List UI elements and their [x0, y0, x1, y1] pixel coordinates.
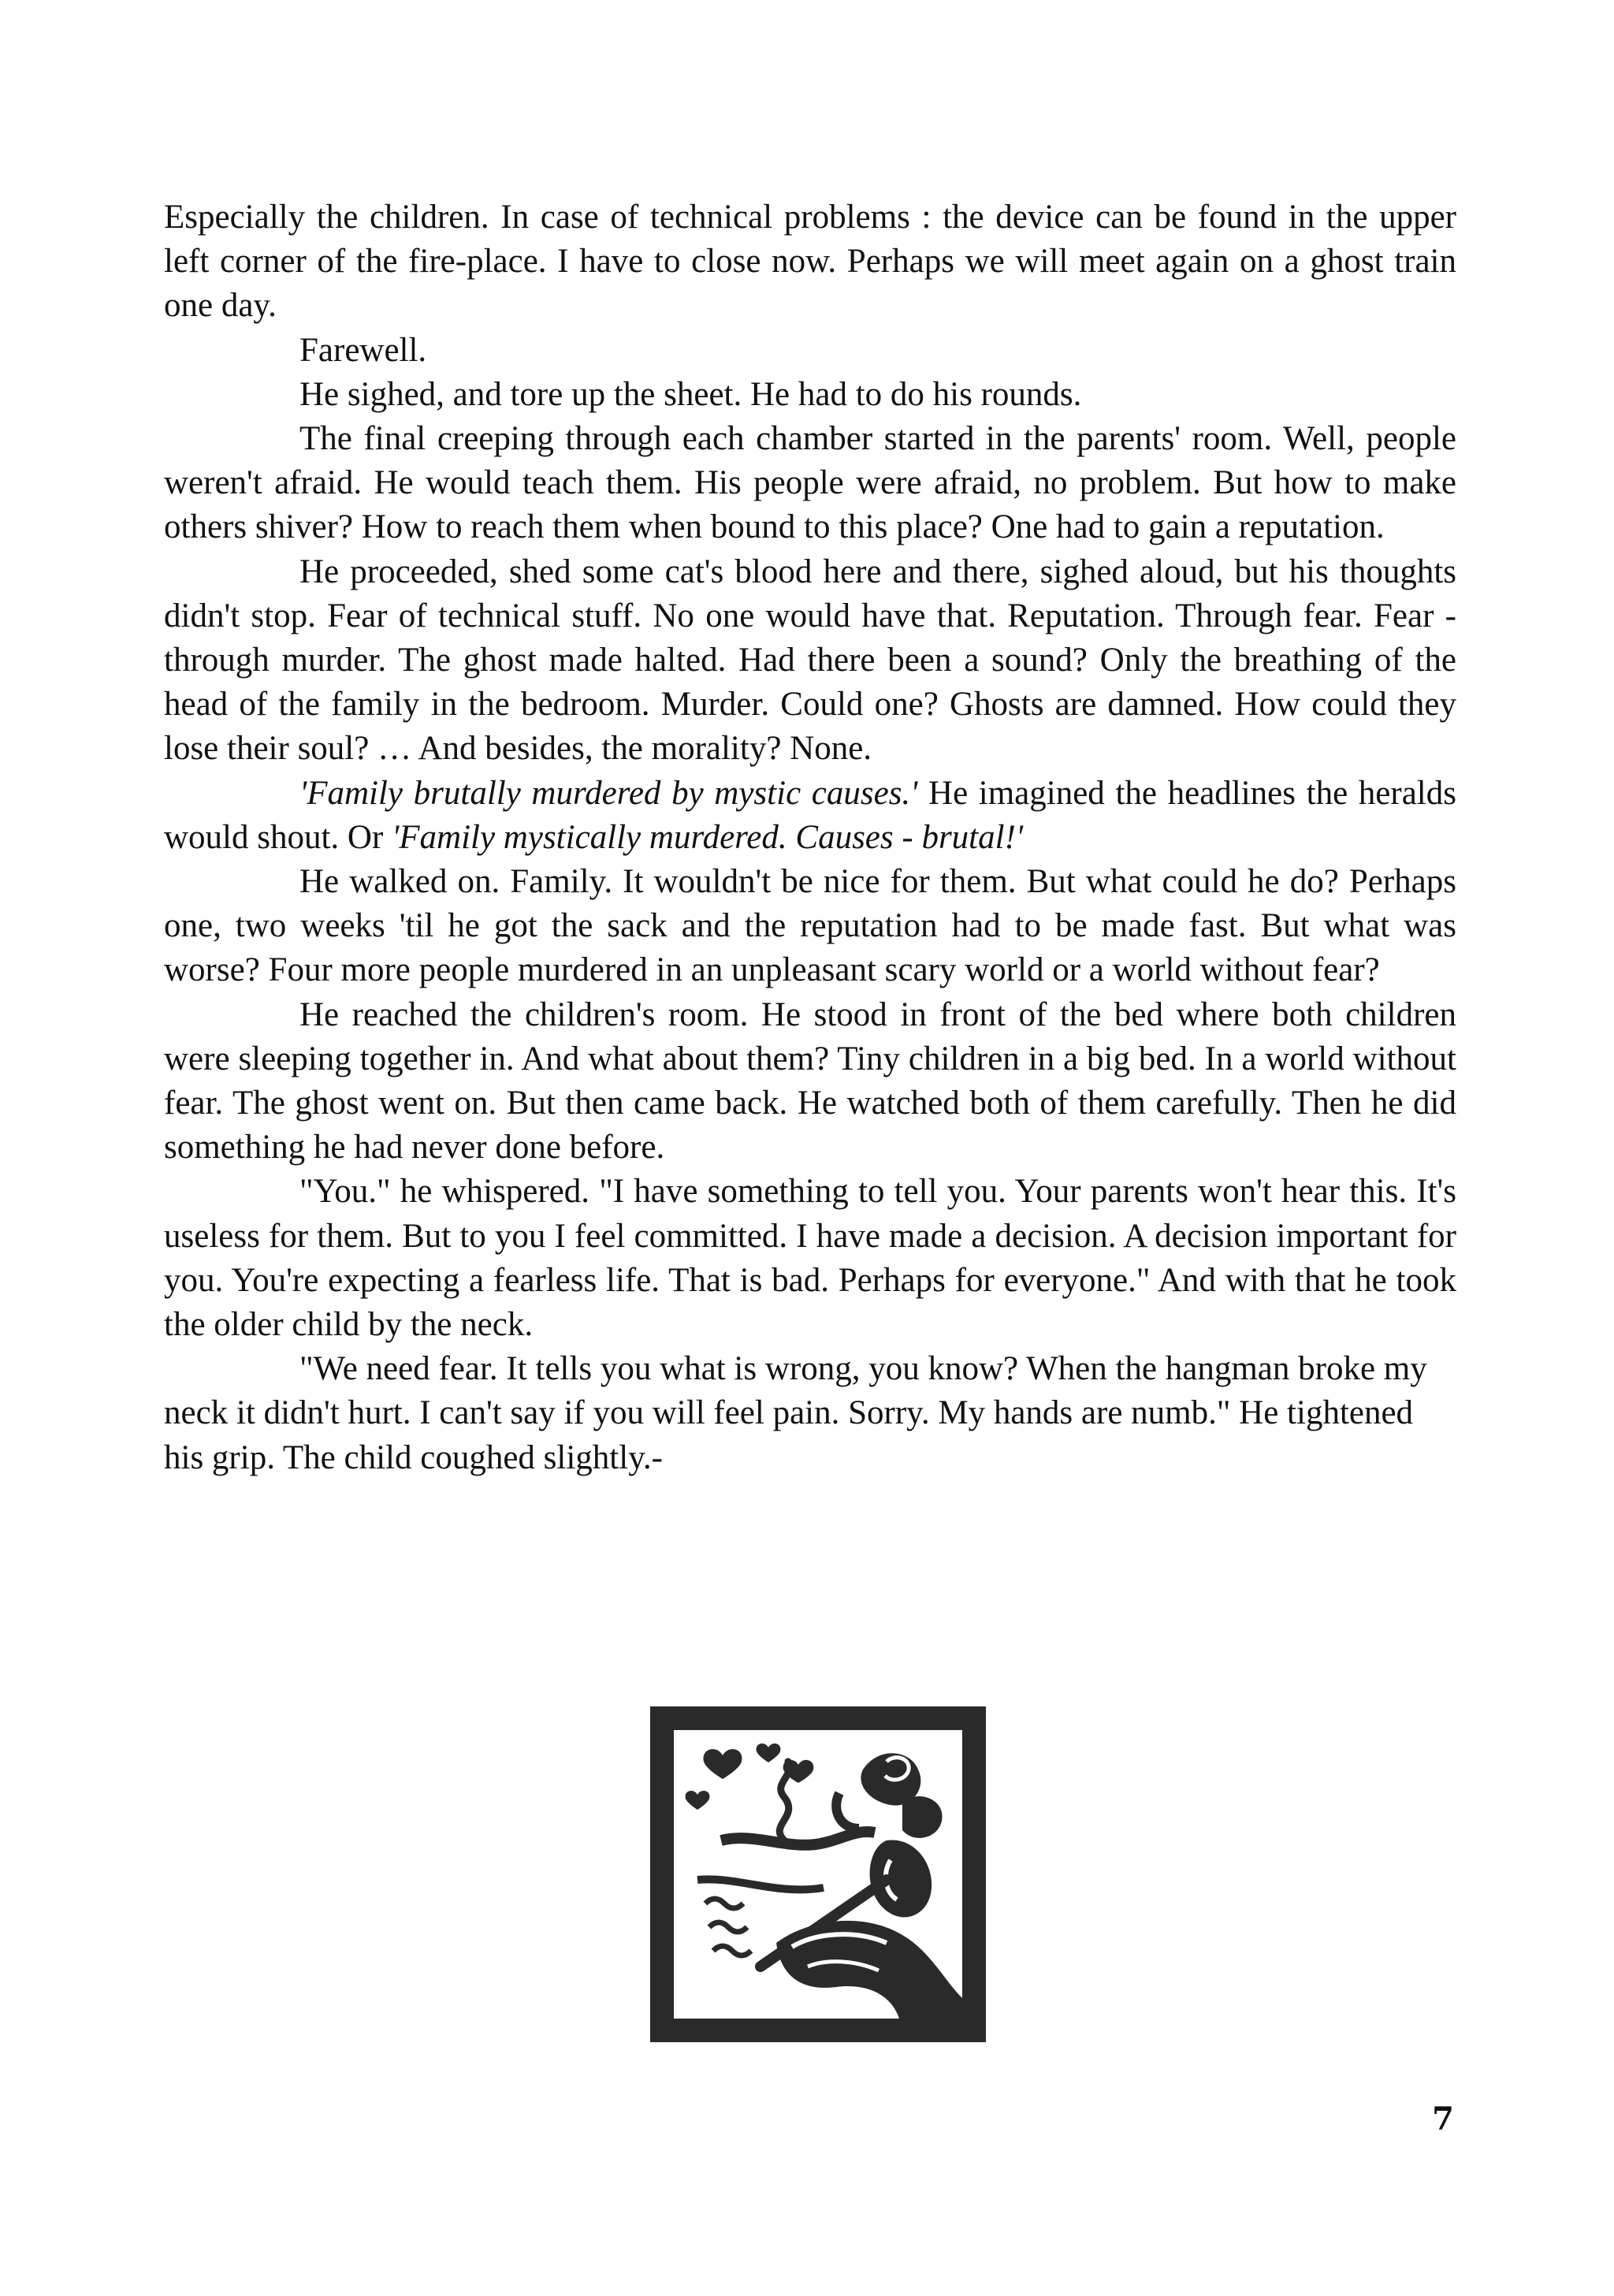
paragraph-4: The final creeping through each chamber started in the parents' room. Well, people weren't afraid. He would teach them. His people were afraid, no problem. But how to make others shiver? How to reach them when bound to this place? One had to gain a reputation.: [164, 420, 1456, 546]
paragraph-6: [164, 772, 1456, 860]
paragraph-2: Farewell.: [299, 331, 427, 369]
paragraph-1: Especially the children. In case of technical problems : the device can be found in the upper left corner of the fire-place. I have to close now. Perhaps we will meet again on a ghost train one day.: [164, 199, 1456, 325]
story-text: [164, 195, 1456, 1480]
headline-narration: He imagined the headlines the heralds would shout. Or: [164, 774, 1456, 856]
page-number: 7: [1432, 2101, 1454, 2138]
writing-hand-illustration-icon: [650, 1706, 986, 2042]
paragraph-9: "You." he whispered. "I have something to tell you. Your parents won't hear this. It's useless for them. But to you I feel committed. I have made a decision. A decision important for you. You're expecting a fearless life. That is bad. Perhaps for everyone." And with that he took the older child by the neck.: [164, 1173, 1456, 1344]
paragraph-8: He reached the children's room. He stood in front of the bed where both children were sleeping together in. And what about them? Tiny children in a big bed. In a world without fear. The ghost went on. But then came back. He watched both of them carefully. Then he did something he had never done before.: [164, 995, 1456, 1167]
paragraph-10: "We need fear. It tells you what is wrong, you know? When the hangman broke my neck it didn't hurt. I can't say if you will feel pain. Sorry. My hands are numb." He tightened his grip. The child coughed slightly.-: [164, 1350, 1427, 1476]
headline-quote-1: 'Family brutally murdered by mystic causes.': [299, 774, 918, 812]
paragraph-3: He sighed, and tore up the sheet. He had to do his rounds.: [299, 375, 1082, 413]
paragraph-5: He proceeded, shed some cat's blood here and there, sighed aloud, but his thoughts didn't stop. Fear of technical stuff. No one would have that. Reputation. Through fear. Fear - through murder. The ghost made halted. Had there been a sound? Only the breathing of the head of the family in the bedroom. Murder. Could one? Ghosts are damned. How could they lose their soul? … And besides, the morality? None.: [164, 553, 1456, 768]
paragraph-7: He walked on. Family. It wouldn't be nice for them. But what could he do? Perhaps one, two weeks 'til he got the sack and the reputation had to be made fast. But what was worse? Four more people murdered in an unpleasant scary world or a world without fear?: [164, 863, 1456, 989]
headline-quote-2: 'Family mystically murdered. Causes - brutal!': [392, 818, 1024, 856]
